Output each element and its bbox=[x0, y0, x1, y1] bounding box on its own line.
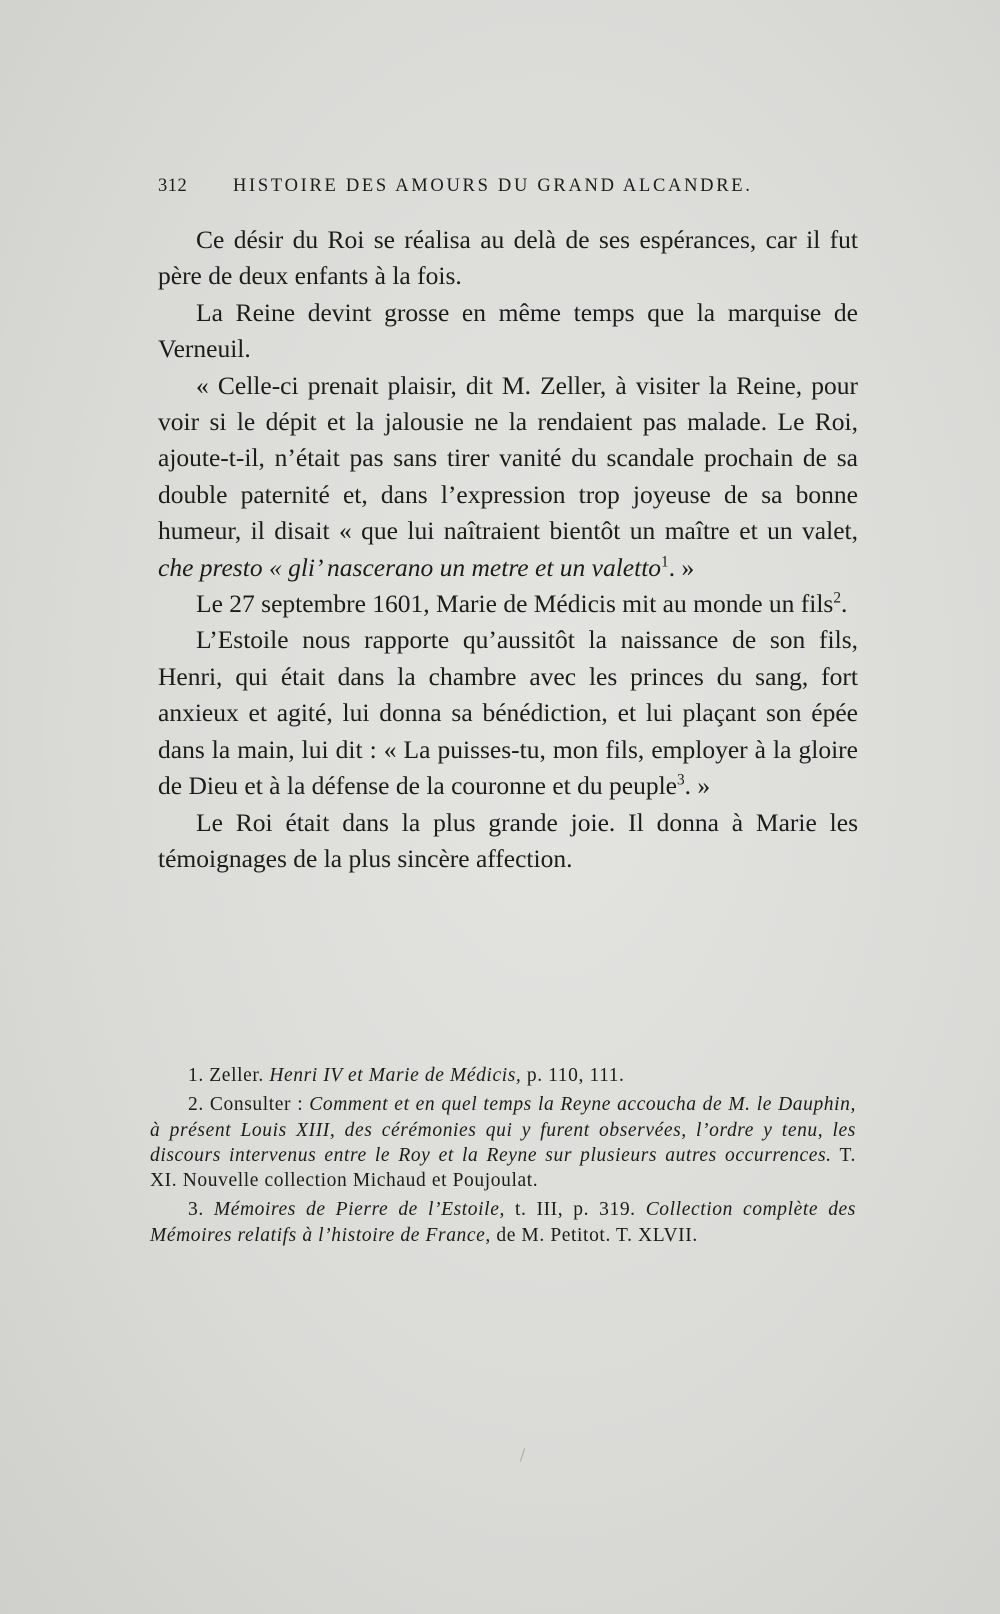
footnote-ref: 3 bbox=[676, 771, 685, 789]
text-run: La Reine devint grosse en même temps que la marquise de Verneuil. bbox=[158, 297, 858, 364]
text-run: Le 27 septembre 1601, Marie de Médicis mit au monde un fils bbox=[196, 589, 834, 619]
running-header bbox=[158, 176, 858, 197]
footnote bbox=[150, 1063, 856, 1088]
italic-text: Mémoires de Pierre de l’Estoile, bbox=[213, 1199, 505, 1221]
text-run: . » bbox=[668, 552, 695, 582]
paragraph bbox=[158, 586, 858, 622]
text-run: 1. Zeller. bbox=[188, 1065, 270, 1086]
running-title: HISTOIRE DES AMOURS DU GRAND ALCANDRE. bbox=[233, 176, 753, 196]
text-run: t. III, p. 319. bbox=[504, 1199, 646, 1221]
text-run: « Celle-ci prenait plaisir, dit M. Zeller, à visiter la Reine, pour voir si le dépit et la jalousie ne la rendaient pas malade. Le Roi, ajoute-t-il, n’était pas sans tirer vanité du scandale prochain de sa double paternité et, dans l’expression trop joyeuse de sa bonne humeur, il disait « que lui naîtraient bientôt un maître et un valet, bbox=[158, 370, 858, 546]
text-run: de M. Petitot. T. XLVII. bbox=[490, 1224, 698, 1246]
italic-text: che presto « gli’ nascerano un metre et un valetto bbox=[158, 552, 662, 582]
page-number: 312 bbox=[158, 176, 188, 196]
text-run: . » bbox=[684, 771, 711, 801]
text-run: p. 110, 111. bbox=[521, 1065, 625, 1086]
footnotes bbox=[150, 1063, 856, 1248]
text-run: 2. Consulter : bbox=[188, 1094, 310, 1116]
footnote bbox=[150, 1197, 856, 1248]
text-run: L’Estoile nous rapporte qu’aussitôt la naissance de son fils, Henri, qui était dans la chambre avec les princes du sang, fort anxieux et agité, lui donna sa bénédiction, et lui plaçant son épée dans la main, lui dit : « La puisses-tu, mon fils, employer à la gloire de Dieu et à la défense de la couronne et du peuple bbox=[158, 625, 858, 801]
text-run: Le Roi était dans la plus grande joie. Il donna à Marie les témoignages de la plus sincère affection. bbox=[158, 807, 858, 873]
text-run: . bbox=[841, 589, 848, 619]
text-run: T. XI. Nouvelle collection Michaud et Poujoulat. bbox=[150, 1144, 856, 1192]
italic-text: Collection complète des Mémoires relatifs à l’histoire de France, bbox=[150, 1199, 856, 1246]
footnote-ref: 1 bbox=[661, 553, 669, 571]
paragraph bbox=[158, 368, 858, 586]
paragraph bbox=[158, 295, 858, 368]
paper-speck bbox=[520, 1448, 525, 1462]
paragraph bbox=[158, 805, 858, 878]
italic-text: Comment et en quel temps la Reyne accoucha de M. le Dauphin, à présent Louis XIII, des cérémonies qui y furent observées, l’ordre y tenu, les discours intervenus entre le Roy et la Reyne sur plusieurs autres occurrences. bbox=[150, 1094, 856, 1166]
body-text bbox=[158, 222, 858, 877]
footnote bbox=[150, 1092, 856, 1193]
italic-text: Henri IV et Marie de Médicis, bbox=[269, 1065, 522, 1086]
text-run: Ce désir du Roi se réalisa au delà de ses espérances, car il fut père de deux enfants à la fois. bbox=[158, 225, 858, 291]
paragraph bbox=[158, 622, 858, 804]
paragraph bbox=[158, 222, 858, 295]
footnote-ref: 2 bbox=[833, 589, 842, 607]
text-run: 3. bbox=[188, 1199, 214, 1221]
